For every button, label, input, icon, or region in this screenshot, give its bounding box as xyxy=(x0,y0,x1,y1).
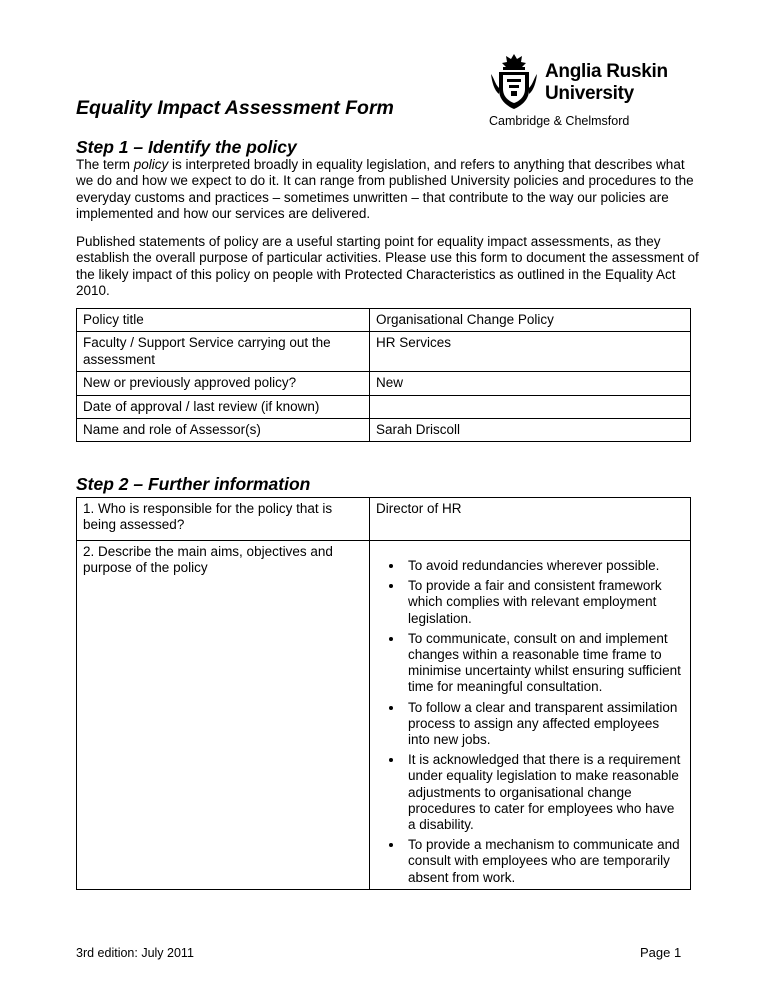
logo-name-line1: Anglia Ruskin xyxy=(545,61,668,82)
para1-text-before: The term xyxy=(76,157,134,172)
aims-answer xyxy=(370,541,691,890)
table-row xyxy=(77,395,691,418)
table-row xyxy=(77,332,691,372)
logo-subtitle: Cambridge & Chelmsford xyxy=(489,114,630,128)
list-item: • It is acknowledged that there is a requirement under equality legislation to make reasonable adjustments to organisational change procedures to cater for employees who have a disability. xyxy=(404,752,684,833)
faculty-value: HR Services xyxy=(370,332,691,372)
footer-edition: 3rd edition: July 2011 xyxy=(76,946,194,960)
table-row xyxy=(77,309,691,332)
list-item: • To avoid redundancies wherever possible. xyxy=(404,558,684,574)
table-row xyxy=(77,498,691,541)
approval-date-value xyxy=(370,395,691,418)
new-policy-label: New or previously approved policy? xyxy=(77,372,370,395)
published-statements-paragraph: Published statements of policy are a useful starting point for equality impact assessments, as they establish the overall purpose of particular activities. Please use this form to document the assessment of the likely impact of this policy on people with Protected Characteristics as outlined in the Equality Act 2010. xyxy=(76,234,699,299)
table-row xyxy=(77,419,691,442)
list-item: • To communicate, consult on and implement changes within a reasonable time frame to minimise uncertainty whilst ensuring sufficient time for meaningful consultation. xyxy=(404,631,684,696)
para1-text-after: is interpreted broadly in equality legislation, and refers to anything that describes what we do and how we expect to do it. It can range from published University policies and procedures to the everyday customs and practices – sometimes unwritten – that contribute to the way our policies are implemented and how our services are delivered. xyxy=(76,157,694,222)
footer-page-number: Page 1 xyxy=(640,945,682,960)
responsible-question: 1. Who is responsible for the policy that is being assessed? xyxy=(77,498,370,541)
policy-definition-paragraph xyxy=(76,157,704,223)
list-item: • To provide a fair and consistent framework which complies with relevant employment legislation. xyxy=(404,578,684,627)
step2-heading: Step 2 – Further information xyxy=(76,474,311,494)
table-row xyxy=(77,541,691,890)
step1-heading: Step 1 – Identify the policy xyxy=(76,137,297,157)
further-information-table xyxy=(76,497,691,890)
approval-date-label: Date of approval / last review (if known) xyxy=(77,395,370,418)
new-policy-value: New xyxy=(370,372,691,395)
crest-icon xyxy=(489,52,539,110)
para1-emphasis: policy xyxy=(133,157,169,172)
list-item: • To provide a mechanism to communicate and consult with employees who are temporarily absent from work. xyxy=(404,837,684,886)
faculty-label: Faculty / Support Service carrying out the assessment xyxy=(77,332,370,372)
logo-name-line2: University xyxy=(545,83,634,104)
document-title: Equality Impact Assessment Form xyxy=(76,97,394,119)
policy-title-value: Organisational Change Policy xyxy=(370,309,691,332)
list-item: • To follow a clear and transparent assimilation process to assign any affected employees into new jobs. xyxy=(404,700,684,749)
assessor-value: Sarah Driscoll xyxy=(370,419,691,442)
aims-list xyxy=(376,558,684,886)
aims-question: 2. Describe the main aims, objectives and purpose of the policy xyxy=(77,541,370,890)
table-row xyxy=(77,372,691,395)
assessor-label: Name and role of Assessor(s) xyxy=(77,419,370,442)
university-logo xyxy=(489,52,719,130)
policy-details-table xyxy=(76,308,691,442)
responsible-answer: Director of HR xyxy=(370,498,691,541)
policy-title-label: Policy title xyxy=(77,309,370,332)
